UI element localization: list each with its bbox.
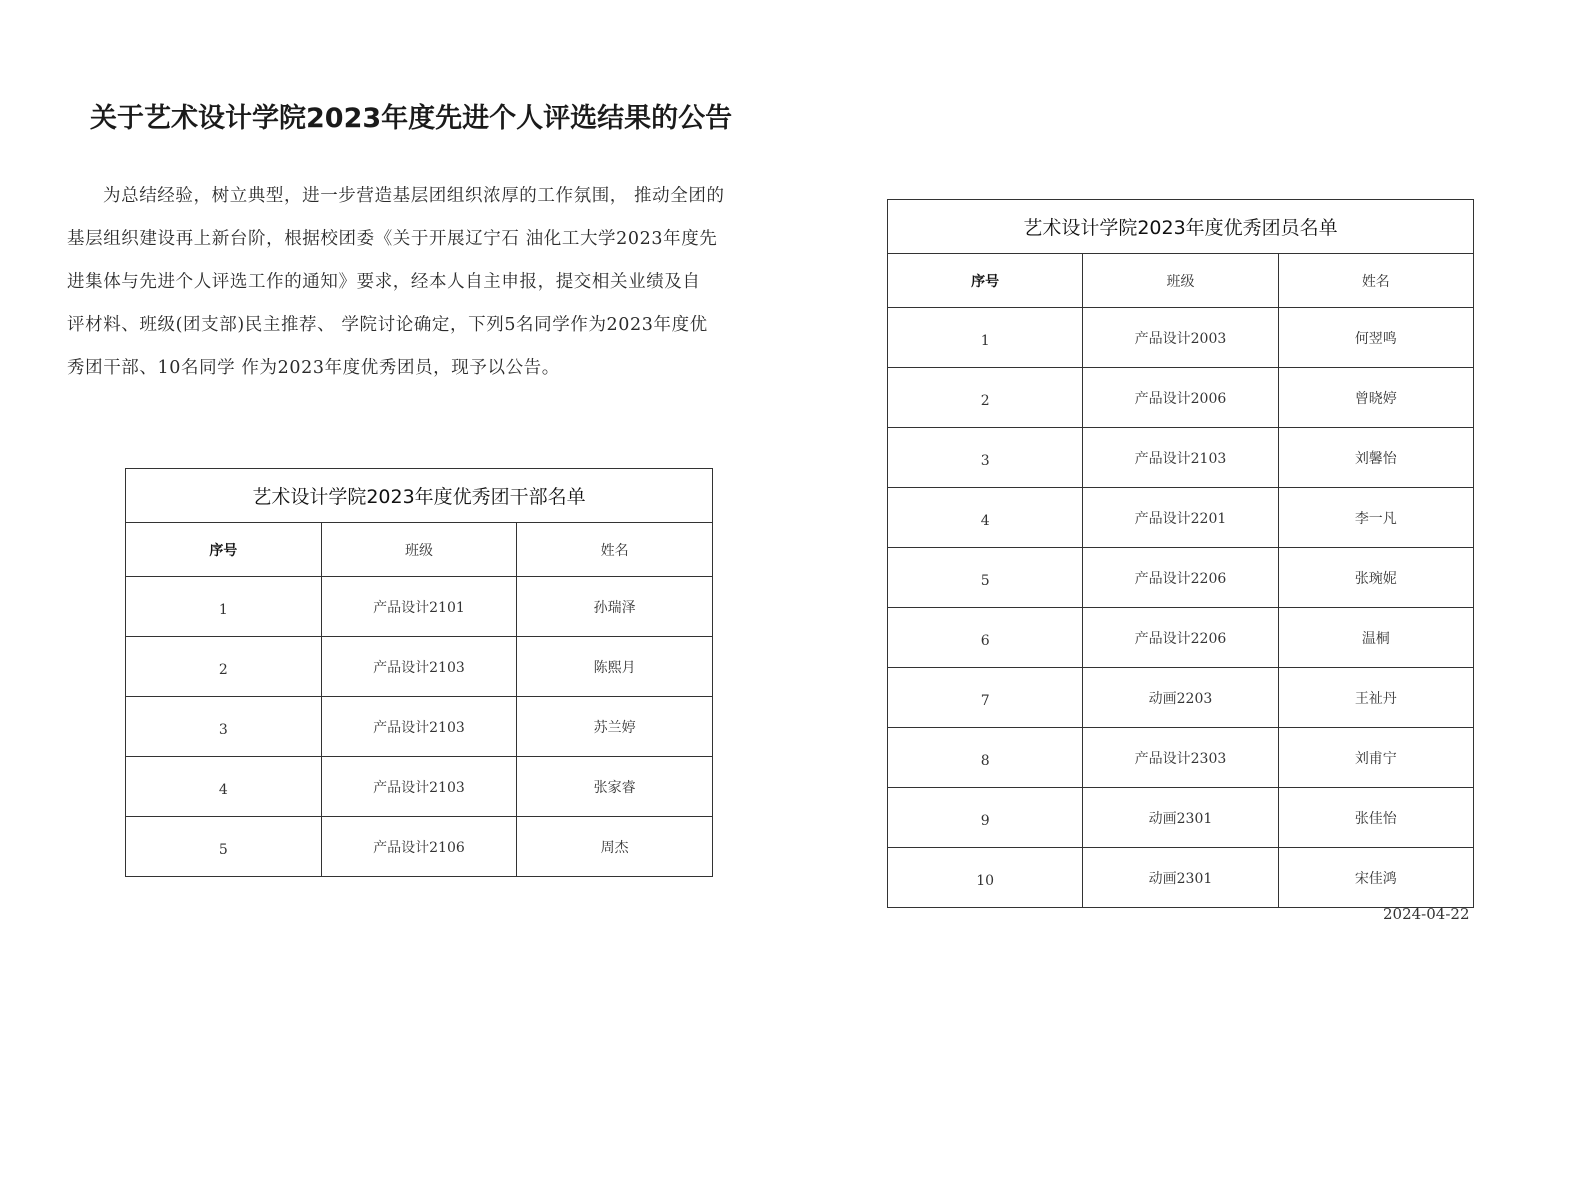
table-row bbox=[888, 788, 1474, 848]
cell-index: 10 bbox=[888, 848, 1083, 908]
table-header-row bbox=[126, 523, 713, 577]
cell-class: 产品设计2103 bbox=[321, 637, 517, 697]
cell-index: 9 bbox=[888, 788, 1083, 848]
cell-class: 动画2203 bbox=[1083, 668, 1278, 728]
cell-name: 李一凡 bbox=[1278, 488, 1473, 548]
table-row bbox=[126, 637, 713, 697]
header-class: 班级 bbox=[1083, 254, 1278, 308]
cell-name: 王祉丹 bbox=[1278, 668, 1473, 728]
cell-index: 3 bbox=[888, 428, 1083, 488]
table-header-row bbox=[888, 254, 1474, 308]
table-row bbox=[888, 488, 1474, 548]
cell-class: 产品设计2206 bbox=[1083, 548, 1278, 608]
table-caption-row bbox=[126, 469, 713, 523]
cell-class: 产品设计2303 bbox=[1083, 728, 1278, 788]
cell-class: 产品设计2103 bbox=[321, 697, 517, 757]
body-line: 进集体与先进个人评选工作的通知》要求，经本人自主申报，提交相关业绩及自 bbox=[67, 272, 701, 292]
cell-index: 3 bbox=[126, 697, 322, 757]
cell-class: 产品设计2103 bbox=[1083, 428, 1278, 488]
outstanding-member-table bbox=[887, 199, 1474, 908]
body-line: 评材料、班级(团支部)民主推荐、 学院讨论确定，下列5名同学作为2023年度优 bbox=[67, 315, 708, 335]
announcement-date: 2024-04-22 bbox=[1383, 905, 1470, 923]
cell-index: 8 bbox=[888, 728, 1083, 788]
cell-name: 何翌鸣 bbox=[1278, 308, 1473, 368]
cell-name: 张琬妮 bbox=[1278, 548, 1473, 608]
cell-name: 张家睿 bbox=[517, 757, 713, 817]
header-name: 姓名 bbox=[517, 523, 713, 577]
table-row bbox=[888, 308, 1474, 368]
cell-name: 宋佳鸿 bbox=[1278, 848, 1473, 908]
table-row bbox=[888, 428, 1474, 488]
table-caption-row bbox=[888, 200, 1474, 254]
announcement-body bbox=[67, 175, 767, 390]
header-name: 姓名 bbox=[1278, 254, 1473, 308]
cell-name: 周杰 bbox=[517, 817, 713, 877]
table-caption: 艺术设计学院2023年度优秀团干部名单 bbox=[126, 469, 713, 523]
cell-index: 2 bbox=[126, 637, 322, 697]
cell-index: 5 bbox=[888, 548, 1083, 608]
cell-index: 6 bbox=[888, 608, 1083, 668]
table-row bbox=[126, 577, 713, 637]
cell-name: 陈熙月 bbox=[517, 637, 713, 697]
table-row bbox=[888, 608, 1474, 668]
cell-name: 刘馨怡 bbox=[1278, 428, 1473, 488]
header-index: 序号 bbox=[888, 254, 1083, 308]
table-row bbox=[888, 368, 1474, 428]
cell-index: 4 bbox=[888, 488, 1083, 548]
cell-class: 产品设计2201 bbox=[1083, 488, 1278, 548]
table-row bbox=[126, 757, 713, 817]
cell-index: 7 bbox=[888, 668, 1083, 728]
body-line-text: 为总结经验，树立典型，进一步营造基层团组织浓厚的工作氛围， 推动全团的 bbox=[103, 186, 725, 206]
cell-class: 产品设计2103 bbox=[321, 757, 517, 817]
cell-index: 5 bbox=[126, 817, 322, 877]
table-row bbox=[888, 848, 1474, 908]
cell-class: 动画2301 bbox=[1083, 788, 1278, 848]
cell-index: 1 bbox=[888, 308, 1083, 368]
cell-index: 4 bbox=[126, 757, 322, 817]
cell-class: 动画2301 bbox=[1083, 848, 1278, 908]
cell-class: 产品设计2003 bbox=[1083, 308, 1278, 368]
header-index: 序号 bbox=[126, 523, 322, 577]
table-row bbox=[126, 697, 713, 757]
cell-name: 温桐 bbox=[1278, 608, 1473, 668]
table-caption: 艺术设计学院2023年度优秀团员名单 bbox=[888, 200, 1474, 254]
cell-name: 孙瑞泽 bbox=[517, 577, 713, 637]
document-title: 关于艺术设计学院2023年度先进个人评选结果的公告 bbox=[90, 103, 733, 134]
cell-name: 刘甫宁 bbox=[1278, 728, 1473, 788]
outstanding-cadre-table bbox=[125, 468, 713, 877]
header-class: 班级 bbox=[321, 523, 517, 577]
cell-name: 苏兰婷 bbox=[517, 697, 713, 757]
cell-class: 产品设计2006 bbox=[1083, 368, 1278, 428]
body-line: 秀团干部、10名同学 作为2023年度优秀团员，现予以公告。 bbox=[67, 358, 560, 378]
body-line: 基层组织建设再上新台阶，根据校团委《关于开展辽宁石 油化工大学2023年度先 bbox=[67, 229, 718, 249]
cell-name: 张佳怡 bbox=[1278, 788, 1473, 848]
table-row bbox=[126, 817, 713, 877]
cell-class: 产品设计2106 bbox=[321, 817, 517, 877]
body-line bbox=[67, 175, 767, 218]
table-row bbox=[888, 728, 1474, 788]
cell-name: 曾晓婷 bbox=[1278, 368, 1473, 428]
table-row bbox=[888, 668, 1474, 728]
table-row bbox=[888, 548, 1474, 608]
cell-index: 1 bbox=[126, 577, 322, 637]
cell-class: 产品设计2206 bbox=[1083, 608, 1278, 668]
cell-index: 2 bbox=[888, 368, 1083, 428]
cell-class: 产品设计2101 bbox=[321, 577, 517, 637]
